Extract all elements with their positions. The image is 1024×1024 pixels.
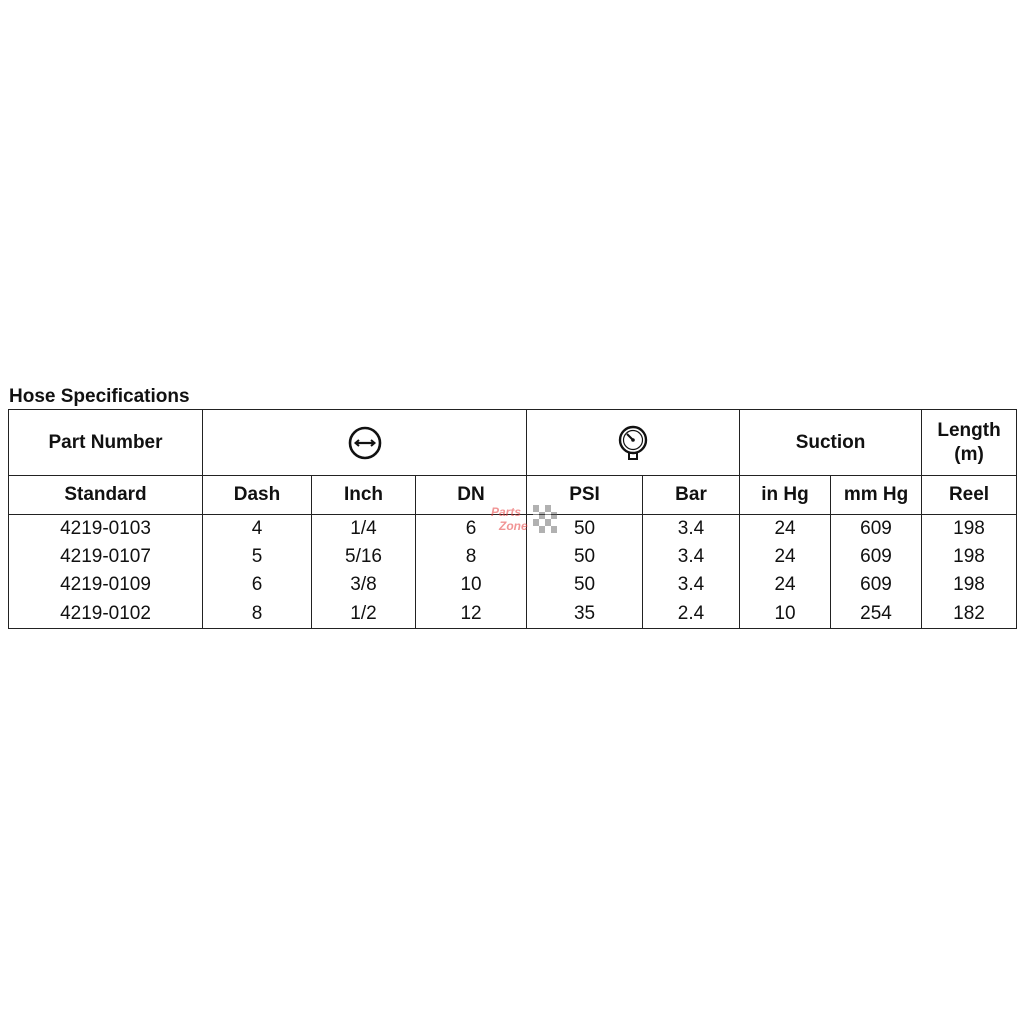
- hose-spec-table: [8, 409, 1017, 629]
- table-cell: 198: [922, 515, 1017, 544]
- table-cell: 3.4: [643, 543, 740, 571]
- column-header: PSI: [527, 476, 643, 515]
- table-cell: 1/4: [312, 515, 416, 544]
- table-row: [9, 543, 1017, 571]
- table-cell: 5/16: [312, 543, 416, 571]
- table-cell: 3.4: [643, 571, 740, 599]
- column-header-row: [9, 476, 1017, 515]
- table-cell: 8: [203, 599, 312, 629]
- table-row: [9, 571, 1017, 599]
- table-cell: 609: [831, 571, 922, 599]
- watermark-text-line1: Parts: [491, 505, 522, 519]
- table-cell: 4219-0102: [9, 599, 203, 629]
- table-cell: 10: [740, 599, 831, 629]
- suction-header: Suction: [740, 410, 922, 476]
- table-cell: 24: [740, 515, 831, 544]
- table-cell: 3.4: [643, 515, 740, 544]
- table-cell: 10: [416, 571, 527, 599]
- table-cell: 24: [740, 571, 831, 599]
- column-header: Inch: [312, 476, 416, 515]
- table-cell: 8: [416, 543, 527, 571]
- table-cell: 12: [416, 599, 527, 629]
- column-header: Standard: [9, 476, 203, 515]
- table-cell: 4219-0103: [9, 515, 203, 544]
- column-header: in Hg: [740, 476, 831, 515]
- table-cell: 198: [922, 571, 1017, 599]
- column-header: DN: [416, 476, 527, 515]
- column-header: mm Hg: [831, 476, 922, 515]
- table-cell: 4219-0109: [9, 571, 203, 599]
- table-row: [9, 515, 1017, 544]
- table-cell: 50: [527, 571, 643, 599]
- table-cell: 609: [831, 515, 922, 544]
- column-header: Dash: [203, 476, 312, 515]
- table-cell: 4: [203, 515, 312, 544]
- table-cell: 198: [922, 543, 1017, 571]
- table-row: [9, 599, 1017, 629]
- table-cell: 35: [527, 599, 643, 629]
- watermark-text-line2: Zone: [499, 519, 528, 533]
- table-cell: 50: [527, 515, 643, 544]
- table-title: Hose Specifications: [9, 386, 190, 407]
- column-header: Bar: [643, 476, 740, 515]
- table-cell: 254: [831, 599, 922, 629]
- table-cell: 5: [203, 543, 312, 571]
- table-cell: 6: [416, 515, 527, 544]
- table-cell: 609: [831, 543, 922, 571]
- table-cell: 182: [922, 599, 1017, 629]
- diameter-icon: [203, 425, 526, 461]
- group-header-row: [9, 410, 1017, 476]
- pressure-gauge-icon: [527, 424, 739, 462]
- table-cell: 3/8: [312, 571, 416, 599]
- table-cell: 2.4: [643, 599, 740, 629]
- pressure-header: [527, 410, 740, 476]
- table-cell: 4219-0107: [9, 543, 203, 571]
- part-number-header: Part Number: [9, 410, 203, 476]
- table-cell: 24: [740, 543, 831, 571]
- column-header: Reel: [922, 476, 1017, 515]
- table-cell: 50: [527, 543, 643, 571]
- length-header: [922, 410, 1017, 476]
- table-cell: 6: [203, 571, 312, 599]
- diameter-header: [203, 410, 527, 476]
- table-cell: 1/2: [312, 599, 416, 629]
- length-label: Length (m): [937, 419, 1001, 465]
